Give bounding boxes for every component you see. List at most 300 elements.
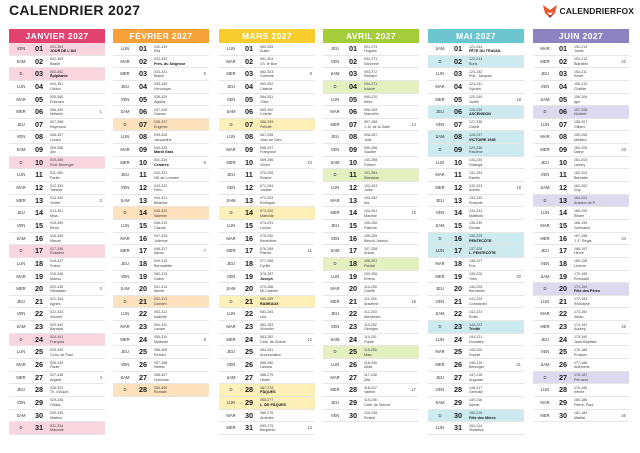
day-number: 18 [348, 258, 358, 268]
weekday-label: MAR [540, 399, 550, 405]
saint-name: Donatien [469, 339, 484, 344]
weekday-label: SAM [226, 109, 236, 115]
day-row [533, 233, 629, 246]
day-row [323, 321, 419, 334]
day-row [9, 157, 105, 170]
weekday-label: VEN [330, 147, 340, 153]
weekday-label: LUN [226, 222, 236, 228]
weekday-label: MAR [120, 58, 130, 64]
day-number: 10 [348, 157, 358, 167]
day-number: 04 [558, 81, 568, 91]
day-number: 05 [558, 94, 568, 104]
day-number: 23 [34, 322, 44, 332]
day-row [323, 346, 419, 359]
saint-name: Gildas [50, 403, 61, 408]
saint-name: Tatiana [50, 188, 62, 193]
weekday-label: MAR [330, 197, 340, 203]
day-counter: 108-257 [364, 259, 378, 264]
day-counter: 177-188 [574, 360, 588, 365]
day-counter: 091-274 [364, 44, 378, 49]
weekday-label: MAR [330, 286, 340, 292]
day-number: 05 [244, 94, 254, 104]
weekday-label: LUN [120, 134, 130, 140]
weekday-label: D [19, 159, 23, 165]
day-counter: 163-202 [574, 183, 588, 188]
day-counter: 094-271 [364, 82, 378, 87]
saint-name: Édouard [50, 99, 64, 104]
saint-name: Landry [574, 162, 586, 167]
saint-name: Trinité [469, 327, 481, 332]
day-number: 07 [558, 119, 568, 129]
weekday-label: MAR [540, 311, 550, 317]
day-counter: 148-217 [469, 385, 483, 390]
day-number: 02 [244, 56, 254, 66]
day-counter: 043-322 [154, 183, 168, 188]
day-number: 19 [138, 271, 148, 281]
weekday-label: SAM [16, 147, 26, 153]
day-number: 01 [138, 44, 148, 53]
day-number: 29 [244, 397, 254, 407]
weekday-label: LUN [120, 46, 130, 51]
saint-name: Agnès [50, 302, 61, 306]
weekday-label: MAR [330, 109, 340, 115]
day-counter: 004-361 [50, 82, 64, 87]
day-number: 23 [138, 322, 148, 332]
day-row [113, 334, 209, 347]
saint-name: Émile [469, 314, 479, 319]
month-header: FÉVRIER 2027 [113, 29, 209, 43]
saint-name: Barnard [50, 327, 64, 332]
day-counter: 105-260 [364, 221, 378, 226]
day-counter: 055-310 [154, 335, 168, 340]
saint-name: Marius [50, 276, 62, 281]
weekday-label: SAM [226, 197, 236, 203]
day-row [533, 258, 629, 271]
day-row [9, 94, 105, 107]
day-number: 17 [244, 246, 254, 256]
saint-name: Alban [574, 314, 584, 319]
saint-name: Aymar [469, 403, 480, 408]
saint-name: PENTECÔTE [469, 238, 492, 243]
day-counter: 124-241 [469, 82, 483, 87]
day-row [533, 271, 629, 284]
day-row [428, 169, 524, 182]
day-counter: 029-336 [50, 398, 64, 403]
saint-name: Isabelle [154, 314, 167, 319]
weekday-label: JEU [121, 172, 129, 178]
day-row [533, 384, 629, 397]
day-row [113, 359, 209, 372]
day-counter: 033-332 [154, 57, 168, 62]
day-number: 23 [453, 322, 463, 332]
weekday-label: MER [16, 197, 26, 203]
day-counter: 085-280 [260, 360, 274, 365]
day-row [9, 384, 105, 397]
weekday-label: VEN [540, 349, 550, 355]
day-number: 09 [244, 145, 254, 155]
weekday-label: MER [540, 147, 550, 153]
weekday-label: VEN [435, 387, 445, 393]
day-row [9, 397, 105, 410]
day-number: 14 [138, 208, 148, 218]
day-row [219, 258, 315, 271]
saint-name: ND de Lourdes [154, 175, 179, 180]
day-number: 27 [348, 372, 358, 382]
day-row [113, 271, 209, 284]
saint-name: Jacqueline [154, 137, 172, 142]
day-number: 08 [348, 132, 358, 142]
month-column [428, 29, 524, 435]
weekday-label: SAM [540, 362, 550, 368]
saint-name: FÊTE DU TRAVAIL [469, 49, 502, 54]
day-counter: 158-207 [574, 120, 588, 125]
saint-name: Joseph [260, 276, 273, 281]
day-number: 14 [348, 208, 358, 218]
day-counter: 011-354 [50, 170, 63, 175]
saint-name: Sylvain [469, 87, 481, 92]
weekday-label: JEU [331, 311, 339, 317]
saint-name: Cendres [154, 162, 169, 167]
day-number: 20 [34, 284, 44, 294]
day-counter: 161-204 [574, 158, 588, 163]
saint-name: Barnabé [574, 175, 588, 180]
day-row [113, 131, 209, 144]
day-counter: 117-248 [364, 373, 377, 378]
day-row [323, 56, 419, 69]
day-row [9, 359, 105, 372]
day-row [9, 169, 105, 182]
month-column [113, 29, 209, 397]
day-counter: 140-225 [469, 284, 483, 289]
day-row [533, 169, 629, 182]
saint-name: Maxime [364, 213, 377, 218]
week-number: 4 [99, 374, 102, 380]
day-number: 11 [559, 170, 567, 180]
day-counter: 028-337 [50, 385, 64, 390]
saint-name: Paulin [50, 175, 61, 180]
day-counter: 151-214 [469, 423, 483, 428]
day-row [428, 81, 524, 94]
day-number: 24 [453, 334, 463, 344]
day-number: 01 [453, 44, 463, 53]
day-number: 20 [558, 284, 568, 294]
day-number: 25 [558, 347, 568, 357]
saint-name: L. PENTECÔTE [469, 251, 496, 256]
day-counter: 018-347 [50, 259, 64, 264]
day-number: 01 [244, 44, 254, 53]
day-number: 13 [558, 195, 568, 205]
saint-name: Boris [469, 61, 478, 66]
day-number: 07 [34, 119, 44, 129]
weekday-label: SAM [540, 96, 550, 102]
month-header: JANVIER 2027 [9, 29, 105, 43]
day-counter: 042-323 [154, 170, 168, 175]
saint-name: Félicité [260, 125, 272, 130]
saint-name: Benoît-Joseph [364, 238, 388, 243]
day-number: 20 [453, 284, 463, 294]
day-number: 29 [558, 397, 568, 407]
week-number: 9 [309, 71, 312, 77]
day-number: 09 [348, 145, 358, 155]
saint-name: Bernadette [154, 264, 173, 269]
saint-name: Alix [50, 150, 56, 155]
day-counter: 081-284 [260, 309, 274, 314]
saint-name: Roseline [50, 251, 65, 256]
weekday-label: MER [120, 71, 130, 77]
day-number: 09 [453, 145, 463, 155]
day-row [323, 359, 419, 372]
day-number: 09 [558, 145, 568, 155]
day-row [428, 271, 524, 284]
day-counter: 006-359 [50, 107, 64, 112]
day-counter: 016-349 [50, 234, 64, 239]
weekday-label: MAR [226, 235, 236, 241]
weekday-label: MER [435, 96, 445, 102]
weekday-label: MER [226, 159, 236, 165]
week-number: 5 [203, 71, 206, 77]
saint-name: Casimir [260, 87, 273, 92]
day-row [219, 334, 315, 347]
weekday-label: JEU [121, 83, 129, 89]
day-number: 18 [34, 258, 44, 268]
weekday-label: MAR [330, 374, 340, 380]
saint-name: Matthias [469, 213, 483, 218]
day-row [219, 372, 315, 385]
weekday-label: LUN [16, 172, 26, 178]
weekday-label: D [229, 298, 233, 304]
weekday-label: D [229, 210, 233, 216]
day-number: 31 [453, 423, 463, 433]
day-number: 23 [244, 322, 254, 332]
day-row [323, 372, 419, 385]
brand-logo[interactable] [543, 4, 635, 18]
day-number: 08 [453, 132, 463, 142]
day-counter: 080-285 [260, 297, 274, 302]
weekday-label: LUN [435, 71, 445, 77]
day-row [533, 182, 629, 195]
week-number: 17 [411, 387, 416, 393]
weekday-label: JEU [436, 286, 444, 292]
day-counter: 052-313 [154, 297, 168, 302]
day-row [113, 94, 209, 107]
day-counter: 131-234 [469, 170, 483, 175]
day-counter: 125-240 [469, 95, 483, 100]
day-number: 11 [35, 170, 43, 180]
day-counter: 058-307 [154, 373, 168, 378]
day-row [113, 346, 209, 359]
saint-name: Bérenger [469, 365, 485, 370]
day-counter: 134-231 [469, 208, 483, 213]
saint-name: Romuald [574, 276, 589, 281]
day-counter: 036-329 [154, 95, 168, 100]
day-row [219, 94, 315, 107]
day-row [428, 422, 524, 435]
day-row [323, 258, 419, 271]
day-counter: 109-256 [364, 272, 378, 277]
day-counter: 110-255 [364, 284, 377, 289]
day-row [113, 182, 209, 195]
weekday-label: JEU [227, 349, 235, 355]
weekday-label: VEN [226, 273, 236, 279]
weekday-label: MER [435, 185, 445, 191]
day-number: 04 [138, 81, 148, 91]
day-counter: 099-266 [364, 145, 378, 150]
weekday-label: JEU [541, 336, 549, 342]
day-row [428, 182, 524, 195]
day-row [428, 43, 524, 56]
day-number: 06 [453, 107, 463, 117]
day-row [428, 245, 524, 258]
weekday-label: D [438, 147, 442, 153]
day-row [428, 334, 524, 347]
day-row [428, 308, 524, 321]
saint-name: Alexandre [364, 314, 381, 319]
day-row [428, 68, 524, 81]
weekday-label: JEU [331, 222, 339, 228]
saint-name: Blaise [154, 74, 165, 79]
weekday-label: MAR [16, 273, 26, 279]
month-header: AVRIL 2027 [323, 29, 419, 43]
saint-name: Véronique [154, 87, 171, 92]
saint-name: Rodrigue [260, 200, 275, 205]
day-row [113, 321, 209, 334]
week-number: 10 [307, 159, 312, 165]
weekday-label: MAR [226, 324, 236, 330]
day-row [113, 81, 209, 94]
saint-name: Colette [260, 112, 272, 117]
weekday-label: MER [226, 248, 236, 254]
weekday-label: MAR [226, 147, 236, 153]
month-column [219, 29, 315, 435]
saint-name: Fernand [574, 377, 588, 382]
weekday-label: LUN [120, 222, 130, 228]
day-counter: 060-305 [260, 44, 274, 49]
week-number: 19 [516, 185, 521, 191]
day-row [323, 106, 419, 119]
day-counter: 032-333 [154, 44, 168, 49]
day-row [219, 296, 315, 309]
weekday-label: MER [120, 248, 130, 254]
day-number: 23 [558, 322, 568, 332]
saint-name: Guénolé [260, 74, 274, 79]
day-row [323, 397, 419, 410]
saint-name: Anselme [364, 302, 379, 306]
saint-name: Zita [364, 377, 371, 382]
day-counter: 007-358 [50, 120, 64, 125]
day-row [9, 68, 105, 81]
day-number: 26 [348, 360, 358, 370]
day-counter: 088-277 [260, 398, 274, 403]
day-number: 21 [558, 296, 568, 306]
weekday-label: SAM [16, 235, 26, 241]
day-row [323, 233, 419, 246]
saint-name: Augustin [469, 377, 484, 382]
day-counter: 155-210 [574, 82, 588, 87]
weekday-label: MER [330, 210, 340, 216]
saint-name: Blandine [574, 61, 589, 66]
weekday-label: MAR [435, 172, 445, 178]
day-counter: 100-265 [364, 158, 378, 163]
weekday-label: VEN [435, 121, 445, 127]
day-row [533, 283, 629, 296]
day-counter: 139-226 [469, 272, 483, 277]
day-number: 15 [244, 220, 254, 230]
weekday-label: MER [435, 362, 445, 368]
day-row [533, 106, 629, 119]
weekday-label: VEN [16, 222, 26, 228]
day-number: 20 [138, 284, 148, 294]
day-row [323, 220, 419, 233]
weekday-label: LUN [226, 46, 236, 51]
day-number: 19 [34, 271, 44, 281]
day-row [9, 220, 105, 233]
day-row [323, 169, 419, 182]
day-number: 11 [454, 170, 462, 180]
weekday-label: SAM [226, 374, 236, 380]
day-row [323, 144, 419, 157]
day-counter: 146-219 [469, 360, 483, 365]
saint-name: Nina [50, 213, 58, 218]
day-counter: 101-264 [364, 170, 378, 175]
day-number: 10 [558, 157, 568, 167]
day-row [9, 346, 105, 359]
day-number: 11 [349, 170, 357, 180]
day-number: 13 [453, 195, 463, 205]
saint-name: Marcel [50, 238, 62, 243]
day-number: 22 [244, 309, 254, 319]
day-number: 06 [558, 107, 568, 117]
day-counter: 059-306 [154, 385, 168, 390]
day-counter: 104-261 [364, 208, 378, 213]
day-row [219, 157, 315, 170]
day-row [219, 321, 315, 334]
day-counter: 126-239 [469, 107, 483, 112]
weekday-label: LUN [435, 425, 445, 431]
day-counter: 013-352 [50, 196, 64, 201]
day-counter: 168-197 [574, 246, 588, 251]
day-number: 29 [348, 397, 358, 407]
day-counter: 175-190 [574, 335, 588, 340]
day-counter: 145-220 [469, 347, 483, 352]
weekday-label: MER [120, 336, 130, 342]
day-counter: 064-301 [260, 95, 274, 100]
day-counter: 138-227 [469, 259, 483, 264]
day-row [533, 56, 629, 69]
saint-name: Phil., Jacques [469, 74, 492, 79]
day-counter: 038-327 [154, 120, 168, 125]
day-number: 10 [244, 157, 254, 167]
day-number: 24 [244, 334, 254, 344]
saint-name: Justine [260, 188, 272, 193]
week-number: 26 [621, 412, 626, 418]
weekday-label: JEU [17, 210, 25, 216]
day-number: 28 [244, 385, 254, 395]
saint-name: Stanislas [364, 175, 379, 180]
day-counter: 157-208 [574, 107, 588, 112]
day-row [428, 258, 524, 271]
day-counter: 096-269 [364, 107, 378, 112]
weekday-label: LUN [540, 121, 550, 127]
saint-name: Mélaine [50, 112, 63, 117]
day-row [113, 245, 209, 258]
weekday-label: MAR [435, 83, 445, 89]
day-row [9, 106, 105, 119]
week-number: 24 [621, 235, 626, 241]
weekday-label: D [438, 58, 442, 64]
weekday-label: D [19, 336, 23, 342]
saint-name: Sandrine [364, 61, 379, 66]
day-row [428, 144, 524, 157]
